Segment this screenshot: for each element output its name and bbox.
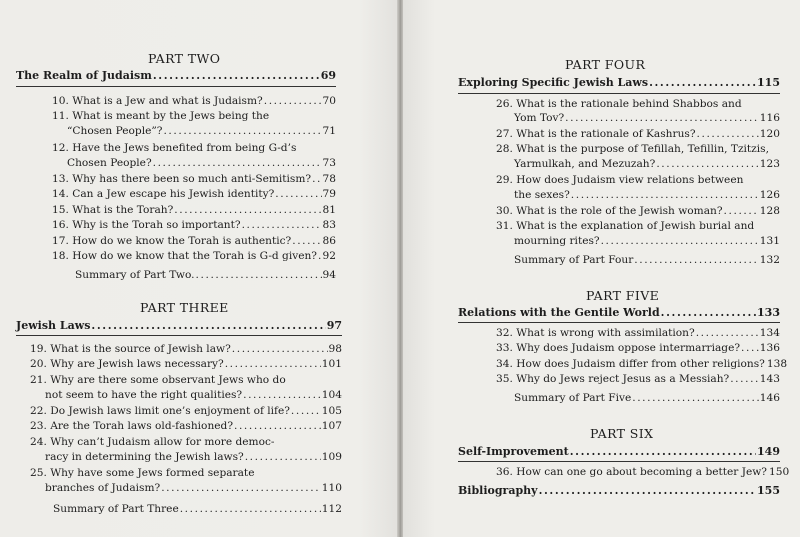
- toc-page-number: 131: [759, 235, 780, 247]
- dot-leader: [292, 234, 321, 248]
- toc-entry-text: Self-Improvement: [458, 445, 569, 458]
- toc-page-number: 128: [759, 205, 780, 217]
- dot-leader: [697, 127, 759, 141]
- toc-entry-text: 27. What is the rationale of Kashrus?: [496, 128, 696, 140]
- toc-page-number: 110: [321, 482, 342, 494]
- toc-entry-text: 22. Do Jewish laws limit one’s enjoyment of life?: [30, 405, 290, 417]
- toc-summary: [75, 268, 336, 282]
- toc-entry-text: racy in determining the Jewish laws?: [45, 451, 244, 463]
- toc-entry: [67, 124, 336, 138]
- toc-entry-line: 12. Have the Jews benefited from being G-d’s: [52, 142, 297, 154]
- toc-page-number: 109: [321, 451, 342, 463]
- toc-entry-text: 20. Why are Jewish laws necessary?: [30, 358, 224, 370]
- toc-entry: [496, 341, 780, 355]
- toc-page-number: 92: [322, 250, 336, 262]
- toc-entry-text: The Realm of Judaism: [16, 69, 152, 82]
- toc-page-number: 126: [759, 189, 780, 201]
- toc-page-number: 115: [757, 76, 780, 89]
- toc-entry: [496, 326, 780, 340]
- dot-leader: [243, 388, 321, 402]
- toc-page-number: 133: [757, 306, 780, 319]
- toc-page-number: 143: [759, 373, 780, 385]
- toc-page-number: 120: [759, 128, 780, 140]
- toc-entry-text: Chosen People?: [67, 157, 152, 169]
- toc-page-number: 107: [321, 420, 342, 432]
- toc-page-number: 78: [322, 173, 336, 185]
- part-five-heading: PART FIVE: [586, 288, 660, 303]
- dot-leader: [291, 404, 321, 418]
- toc-section-realm-of-judaism: [16, 69, 336, 83]
- section-rule: [16, 86, 336, 87]
- toc-entry-text: Summary of Part Four: [514, 254, 634, 266]
- toc-entry: [52, 249, 336, 263]
- toc-entry: [496, 465, 790, 479]
- toc-entry: [30, 419, 342, 433]
- dot-leader: [730, 372, 759, 386]
- toc-entry-line: 29. How does Judaism view relations between: [496, 174, 744, 186]
- toc-entry-text: 34. How does Judaism differ from other religions?: [496, 358, 765, 370]
- dot-leader: [539, 484, 756, 498]
- toc-entry-line: 25. Why have some Jews formed separate: [30, 467, 255, 479]
- dot-leader: [153, 156, 322, 170]
- toc-entry-text: 14. Can a Jew escape his Jewish identity?: [52, 188, 275, 200]
- toc-page-number: 132: [759, 254, 780, 266]
- toc-page-number: 101: [321, 358, 342, 370]
- toc-entry-text: 13. Why has there been so much anti-Semitism?: [52, 173, 312, 185]
- toc-entry-line: 31. What is the explanation of Jewish burial and: [496, 220, 755, 232]
- toc-page-number: 81: [322, 204, 336, 216]
- dot-leader: [312, 172, 321, 186]
- toc-page-number: 83: [322, 219, 336, 231]
- toc-page-number: 105: [321, 405, 342, 417]
- toc-entry-text: the sexes?: [514, 189, 570, 201]
- toc-page-number: 70: [322, 95, 336, 107]
- toc-page-number: 97: [326, 319, 342, 332]
- toc-entry-text: 10. What is a Jew and what is Judaism?: [52, 95, 263, 107]
- toc-entry-line: 11. What is meant by the Jews being the: [52, 110, 270, 122]
- dot-leader: [741, 341, 759, 355]
- toc-page-number: 112: [321, 503, 342, 515]
- toc-section-exploring-specific-laws: [458, 76, 780, 90]
- toc-page-number: 136: [759, 342, 780, 354]
- toc-summary: [514, 391, 780, 405]
- toc-entry-text: Yarmulkah, and Mezuzah?: [514, 158, 656, 170]
- toc-entry: [514, 188, 780, 202]
- toc-entry: [52, 94, 336, 108]
- toc-entry: [30, 357, 342, 371]
- toc-entry-text: not seem to have the right qualities?: [45, 389, 243, 401]
- toc-page-number: 69: [320, 69, 336, 82]
- dot-leader: [161, 481, 321, 495]
- toc-page-number: 104: [321, 389, 342, 401]
- dot-leader: [696, 326, 759, 340]
- dot-leader: [180, 502, 321, 516]
- toc-entry: [496, 204, 780, 218]
- toc-entry: [496, 372, 780, 386]
- part-three-heading: PART THREE: [140, 300, 229, 315]
- section-rule: [458, 322, 780, 323]
- dot-leader: [656, 157, 758, 171]
- toc-page-number: 149: [757, 445, 780, 458]
- toc-entry-text: 15. What is the Torah?: [52, 204, 174, 216]
- toc-entry-text: branches of Judaism?: [45, 482, 161, 494]
- toc-page-number: 71: [322, 125, 336, 137]
- toc-entry-text: 19. What is the source of Jewish law?: [30, 343, 231, 355]
- toc-page-number: 79: [322, 188, 336, 200]
- section-rule: [16, 335, 342, 336]
- dot-leader: [153, 69, 320, 83]
- toc-entry: [496, 127, 780, 141]
- dot-leader: [661, 306, 756, 320]
- toc-entry-text: Summary of Part Three: [53, 503, 179, 515]
- toc-entry-line: 28. What is the purpose of Tefillah, Tefillin, Tzitzis,: [496, 143, 769, 155]
- toc-entry-line: 21. Why are there some observant Jews who do: [30, 374, 286, 386]
- toc-page-number: 98: [328, 343, 342, 355]
- toc-entry: [45, 388, 342, 402]
- dot-leader: [232, 342, 328, 356]
- toc-entry: [52, 187, 336, 201]
- toc-entry-text: mourning rites?: [514, 235, 600, 247]
- dot-leader: [724, 204, 759, 218]
- toc-entry: [52, 203, 336, 217]
- toc-entry-line: 24. Why can’t Judaism allow for more democ-: [30, 436, 275, 448]
- toc-section-bibliography: [458, 484, 780, 498]
- toc-entry-text: 32. What is wrong with assimilation?: [496, 327, 695, 339]
- dot-leader: [632, 391, 759, 405]
- toc-entry: [52, 234, 336, 248]
- dot-leader: [570, 445, 756, 459]
- dot-leader: [174, 203, 321, 217]
- dot-leader: [565, 111, 759, 125]
- toc-entry-line: 26. What is the rationale behind Shabbos and: [496, 98, 742, 110]
- dot-leader: [225, 357, 321, 371]
- toc-page-number: 134: [759, 327, 780, 339]
- toc-entry-text: 18. How do we know that the Torah is G-d given?: [52, 250, 317, 262]
- dot-leader: [91, 319, 325, 333]
- dot-leader: [245, 450, 321, 464]
- toc-entry: [514, 157, 780, 171]
- toc-entry: [514, 234, 780, 248]
- toc-entry-text: Jewish Laws: [16, 319, 91, 332]
- toc-entry: [514, 111, 780, 125]
- toc-page-number: 150: [768, 466, 790, 478]
- toc-entry-text: Summary of Part Five: [514, 392, 632, 404]
- toc-page-number: 155: [757, 484, 780, 497]
- dot-leader: [571, 188, 759, 202]
- toc-summary: [53, 502, 342, 516]
- toc-entry-text: Summary of Part Two.: [75, 269, 195, 281]
- toc-entry-text: “Chosen People”?: [67, 125, 163, 137]
- section-rule: [458, 93, 780, 94]
- toc-entry-text: 17. How do we know the Torah is authentic?: [52, 235, 292, 247]
- dot-leader: [264, 94, 322, 108]
- toc-entry: [496, 357, 788, 371]
- dot-leader: [242, 218, 322, 232]
- toc-section-jewish-laws: [16, 319, 342, 333]
- toc-entry-text: Yom Tov?: [514, 112, 565, 124]
- toc-section-gentile-world: [458, 306, 780, 320]
- toc-section-self-improvement: [458, 445, 780, 459]
- part-two-heading: PART TWO: [148, 51, 221, 66]
- toc-entry: [30, 342, 342, 356]
- toc-entry-text: 36. How can one go about becoming a better Jew?: [496, 466, 767, 478]
- part-four-heading: PART FOUR: [565, 57, 646, 72]
- dot-leader: [275, 187, 321, 201]
- toc-summary: [514, 253, 780, 267]
- dot-leader: [196, 268, 322, 282]
- part-six-heading: PART SIX: [590, 426, 654, 441]
- dot-leader: [234, 419, 321, 433]
- dot-leader: [163, 124, 321, 138]
- toc-entry-text: Exploring Specific Jewish Laws: [458, 76, 649, 89]
- toc-entry-text: 16. Why is the Torah so important?: [52, 219, 241, 231]
- toc-entry: [52, 172, 336, 186]
- toc-entry-text: 35. Why do Jews reject Jesus as a Messiah?: [496, 373, 730, 385]
- toc-entry: [67, 156, 336, 170]
- toc-entry-text: 23. Are the Torah laws old-fashioned?: [30, 420, 233, 432]
- dot-leader: [649, 76, 756, 90]
- toc-page-number: 138: [766, 358, 788, 370]
- toc-entry-text: 30. What is the role of the Jewish woman?: [496, 205, 723, 217]
- toc-entry: [52, 218, 336, 232]
- toc-entry-text: Bibliography: [458, 484, 538, 497]
- toc-page-number: 116: [759, 112, 780, 124]
- toc-entry-text: 33. Why does Judaism oppose intermarriage?: [496, 342, 741, 354]
- dot-leader: [601, 234, 759, 248]
- toc-entry: [45, 481, 342, 495]
- toc-page-number: 73: [322, 157, 336, 169]
- dot-leader: [318, 249, 322, 263]
- toc-page-number: 146: [759, 392, 780, 404]
- section-rule: [458, 461, 780, 462]
- dot-leader: [634, 253, 759, 267]
- toc-page-number: 123: [759, 158, 780, 170]
- toc-page-number: 94: [322, 269, 336, 281]
- toc-entry: [45, 450, 342, 464]
- toc-page-number: 86: [322, 235, 336, 247]
- toc-entry: [30, 404, 342, 418]
- toc-entry-text: Relations with the Gentile World: [458, 306, 660, 319]
